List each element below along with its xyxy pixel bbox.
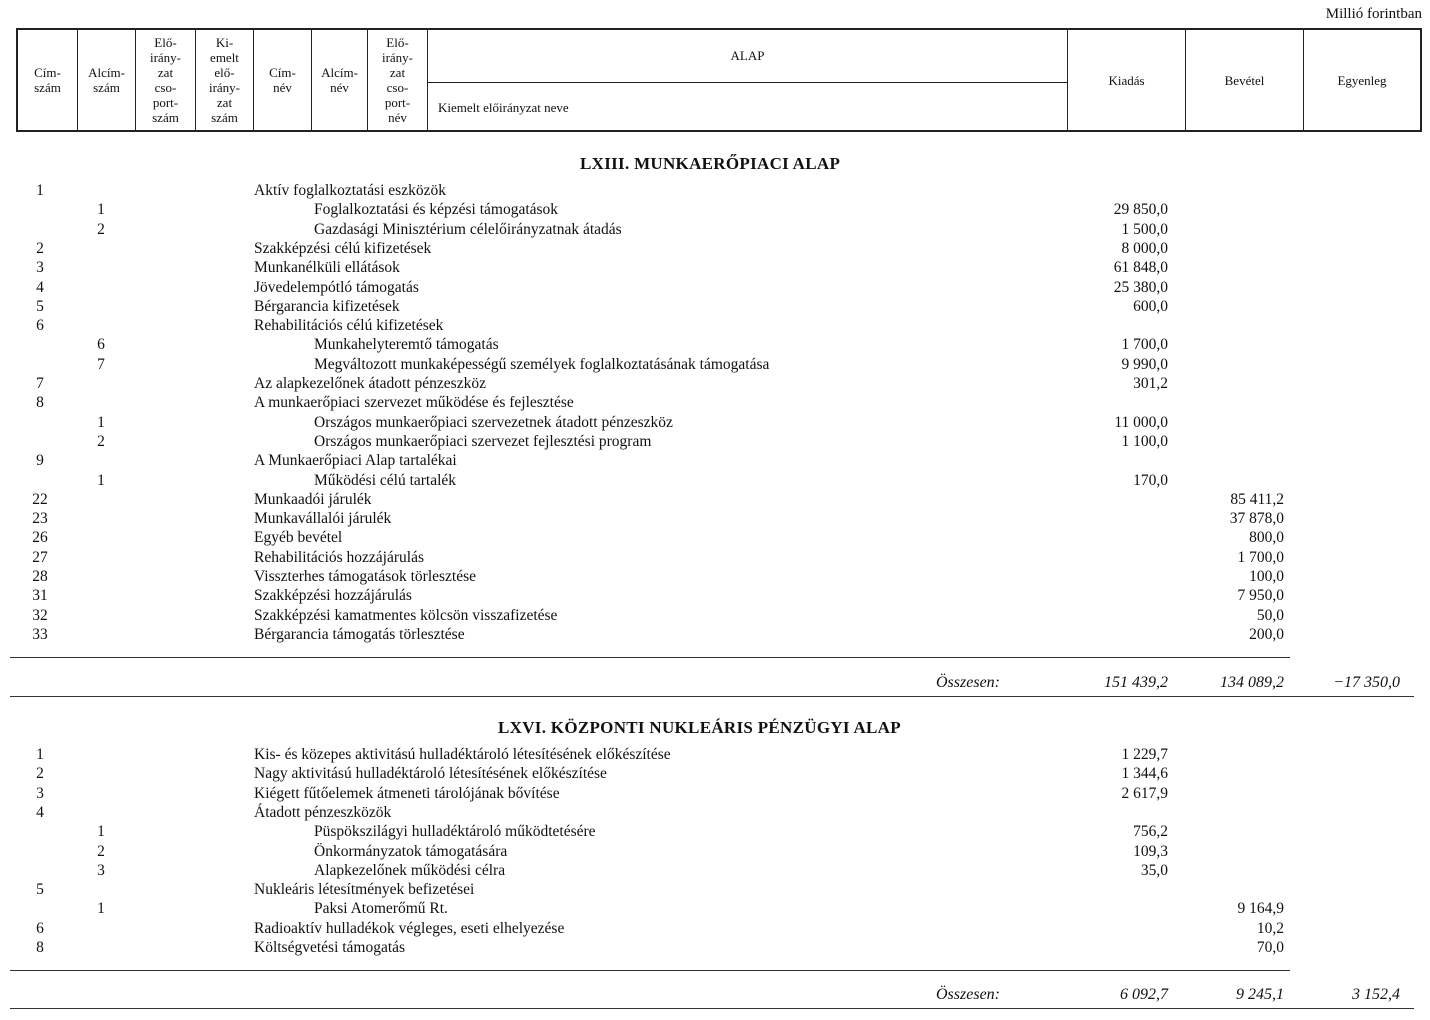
- table-row: [0, 414, 1430, 434]
- bevetel-value: 9 164,9: [1237, 900, 1284, 918]
- header-eloiranyzat-csoport-nev: Elő- irány- zat cso- port- név: [368, 30, 428, 130]
- section-title: LXIII. MUNKAERŐPIACI ALAP: [580, 154, 841, 173]
- bevetel-value: 37 878,0: [1229, 510, 1284, 528]
- bevetel-value: 50,0: [1256, 606, 1284, 624]
- alcim-number: 6: [97, 336, 105, 354]
- alcim-number: 1: [97, 823, 105, 841]
- kiadas-value: 170,0: [1133, 471, 1168, 489]
- cim-number: 27: [32, 548, 48, 566]
- row-name: A munkaerőpiaci szervezet működése és fejlesztése: [254, 394, 574, 412]
- table-row: [0, 510, 1430, 530]
- total-bevetel: 134 089,2: [1220, 674, 1284, 691]
- table-row: [0, 587, 1430, 607]
- row-name: Működési célú tartalék: [314, 471, 457, 489]
- bevetel-value: 10,2: [1256, 919, 1284, 937]
- total-label: Összesen:: [936, 674, 1000, 691]
- table-row: [0, 433, 1430, 453]
- table-row: [0, 568, 1430, 588]
- table-row: [0, 804, 1430, 824]
- header-alcim-szam: Alcím- szám: [78, 30, 136, 130]
- table-row: [0, 182, 1430, 202]
- header-egyenleg: Egyenleg: [1337, 72, 1387, 88]
- kiadas-value: 8 000,0: [1121, 239, 1168, 257]
- cim-number: 3: [36, 784, 44, 802]
- cim-number: 32: [32, 606, 48, 624]
- header-kiemelt-szam: Ki- emelt elő- irány- zat szám: [196, 30, 254, 130]
- cim-number: 26: [32, 529, 48, 547]
- alcim-number: 2: [97, 432, 105, 450]
- table-row: [0, 356, 1430, 376]
- kiadas-value: 11 000,0: [1114, 413, 1168, 431]
- kiadas-value: 301,2: [1133, 375, 1168, 392]
- cim-number: 4: [36, 803, 44, 821]
- table-row: [0, 746, 1430, 766]
- table-row: [0, 607, 1430, 627]
- row-name: Nukleáris létesítmények befizetései: [254, 881, 475, 899]
- bevetel-value: 70,0: [1256, 939, 1284, 956]
- total-bevetel: 9 245,1: [1236, 986, 1284, 1003]
- table-row: [0, 843, 1430, 863]
- table-row: [0, 529, 1430, 549]
- cim-number: 4: [36, 278, 44, 296]
- section-divider: [10, 657, 1290, 658]
- kiadas-value: 9 990,0: [1121, 355, 1168, 373]
- table-row: [0, 785, 1430, 805]
- alcim-number: 7: [97, 355, 105, 373]
- table-row: [0, 881, 1430, 901]
- row-name: Kiégett fűtőelemek átmeneti tárolójának bővítése: [254, 784, 560, 802]
- row-name: Szakképzési kamatmentes kölcsön visszafizetése: [254, 606, 558, 624]
- header-alap: [428, 30, 1068, 130]
- header-kiemelt-nev: Kiemelt előirányzat neve: [438, 100, 569, 115]
- kiadas-value: 1 100,0: [1121, 432, 1168, 450]
- header-eloiranyzat-csoport-szam: Elő- irány- zat cso- port- szám: [136, 30, 196, 130]
- alcim-number: 1: [97, 201, 105, 219]
- cim-number: 5: [36, 297, 44, 315]
- total-egyenleg: 3 152,4: [1352, 986, 1400, 1003]
- cim-number: 9: [36, 452, 44, 470]
- cim-number: 31: [32, 587, 48, 605]
- kiadas-value: 1 700,0: [1121, 336, 1168, 354]
- table-row: [0, 336, 1430, 356]
- header-cim-szam: Cím- szám: [18, 30, 78, 130]
- table-row: [0, 240, 1430, 260]
- cim-number: 22: [32, 490, 48, 508]
- table-row: [0, 394, 1430, 414]
- alcim-number: 1: [97, 413, 105, 431]
- total-label: Összesen:: [936, 986, 1000, 1003]
- row-name: Aktív foglalkoztatási eszközök: [254, 182, 446, 199]
- cim-number: 7: [36, 375, 44, 392]
- kiadas-value: 35,0: [1140, 861, 1168, 879]
- table-row: [0, 298, 1430, 318]
- table-row: [0, 920, 1430, 940]
- row-name: Gazdasági Minisztérium célelőirányzatnak átadás: [314, 220, 622, 238]
- table-row: [0, 221, 1430, 241]
- bevetel-value: 7 950,0: [1237, 587, 1284, 605]
- cim-number: 6: [36, 919, 44, 937]
- row-name: Bérgarancia kifizetések: [254, 297, 400, 315]
- row-name: Szakképzési célú kifizetések: [254, 239, 432, 257]
- header-kiadas: Kiadás: [1068, 30, 1186, 130]
- bevetel-value: 100,0: [1249, 568, 1284, 585]
- cim-number: 6: [36, 317, 44, 335]
- alcim-number: 2: [97, 842, 105, 860]
- kiadas-value: 756,2: [1133, 823, 1168, 841]
- row-name: Radioaktív hulladékok végleges, eseti elhelyezése: [254, 919, 565, 937]
- row-name: Visszterhes támogatások törlesztése: [254, 568, 477, 585]
- row-name: Szakképzési hozzájárulás: [254, 587, 412, 605]
- table-row: [0, 317, 1430, 337]
- row-name: Rehabilitációs célú kifizetések: [254, 317, 444, 335]
- header-alap-title: ALAP: [428, 30, 1067, 83]
- table-row: [0, 626, 1430, 646]
- section-divider: [10, 970, 1290, 971]
- row-name: Munkahelyteremtő támogatás: [314, 336, 499, 354]
- alcim-number: 3: [97, 861, 105, 879]
- kiadas-value: 2 617,9: [1121, 784, 1168, 802]
- total-divider: [10, 696, 1414, 697]
- row-name: Rehabilitációs hozzájárulás: [254, 548, 425, 566]
- header-alcim-nev: Alcím- név: [312, 30, 368, 130]
- row-name: Foglalkoztatási és képzési támogatások: [314, 201, 559, 219]
- cim-number: 5: [36, 881, 44, 899]
- alcim-number: 2: [97, 220, 105, 238]
- row-name: A Munkaerőpiaci Alap tartalékai: [254, 452, 457, 470]
- cim-number: 33: [32, 625, 48, 643]
- cim-number: 8: [36, 394, 44, 412]
- cim-number: 23: [32, 510, 48, 528]
- kiadas-value: 25 380,0: [1113, 278, 1168, 296]
- unit-note: Millió forintban: [1325, 6, 1422, 22]
- total-row: [0, 986, 1430, 1008]
- total-kiadas: 6 092,7: [1120, 986, 1168, 1003]
- cim-number: 3: [36, 259, 44, 277]
- total-kiadas: 151 439,2: [1104, 674, 1168, 691]
- table-row: [0, 201, 1430, 221]
- section-title: LXVI. KÖZPONTI NUKLEÁRIS PÉNZÜGYI ALAP: [498, 718, 901, 737]
- row-name: Megváltozott munkaképességű személyek foglalkoztatásának támogatása: [314, 355, 770, 373]
- row-name: Az alapkezelőnek átadott pénzeszköz: [254, 375, 486, 392]
- row-name: Munkavállalói járulék: [254, 510, 392, 528]
- cim-number: 2: [36, 239, 44, 257]
- row-name: Munkanélküli ellátások: [254, 259, 400, 277]
- table-row: [0, 279, 1430, 299]
- table-row: [0, 375, 1430, 395]
- alcim-number: 1: [97, 471, 105, 489]
- cim-number: 28: [32, 568, 48, 585]
- row-name: Nagy aktivitású hulladéktároló létesítésének előkészítése: [254, 765, 607, 783]
- kiadas-value: 600,0: [1133, 297, 1168, 315]
- kiadas-value: 61 848,0: [1113, 259, 1168, 277]
- table-row: [0, 900, 1430, 920]
- table-row: [0, 549, 1430, 569]
- total-divider: [10, 1008, 1414, 1009]
- table-row: [0, 259, 1430, 279]
- cim-number: 1: [36, 182, 44, 199]
- header-cim-nev: Cím- név: [254, 30, 312, 130]
- alcim-number: 1: [97, 900, 105, 918]
- table-row: [0, 452, 1430, 472]
- bevetel-value: 800,0: [1249, 529, 1284, 547]
- row-name: Jövedelempótló támogatás: [254, 278, 419, 296]
- bevetel-value: 200,0: [1249, 625, 1284, 643]
- table-row: [0, 491, 1430, 511]
- cim-number: 8: [36, 939, 44, 956]
- row-name: Költségvetési támogatás: [254, 939, 406, 956]
- kiadas-value: 1 229,7: [1121, 746, 1168, 763]
- row-name: Püspökszilágyi hulladéktároló működtetésére: [314, 823, 596, 841]
- row-name: Bérgarancia támogatás törlesztése: [254, 625, 465, 643]
- kiadas-value: 109,3: [1133, 842, 1168, 860]
- row-name: Országos munkaerőpiaci szervezetnek átadott pénzeszköz: [314, 413, 673, 431]
- row-name: Egyéb bevétel: [254, 529, 343, 547]
- kiadas-value: 1 344,6: [1121, 765, 1168, 783]
- total-egyenleg: −17 350,0: [1333, 674, 1400, 691]
- table-row: [0, 939, 1430, 959]
- kiadas-value: 29 850,0: [1113, 201, 1168, 219]
- table-row: [0, 823, 1430, 843]
- row-name: Önkormányzatok támogatására: [314, 842, 508, 860]
- kiadas-value: 1 500,0: [1121, 220, 1168, 238]
- row-name: Paksi Atomerőmű Rt.: [314, 900, 448, 918]
- row-name: Alapkezelőnek működési célra: [314, 861, 506, 879]
- table-row: [0, 765, 1430, 785]
- bevetel-value: 85 411,2: [1230, 490, 1284, 508]
- cim-number: 2: [36, 765, 44, 783]
- table-row: [0, 862, 1430, 882]
- cim-number: 1: [36, 746, 44, 763]
- bevetel-value: 1 700,0: [1237, 548, 1284, 566]
- row-name: Munkaadói járulék: [254, 490, 372, 508]
- row-name: Országos munkaerőpiaci szervezet fejlesztési program: [314, 432, 652, 450]
- table-row: [0, 472, 1430, 492]
- total-row: [0, 674, 1430, 696]
- header-bevetel: Bevétel: [1186, 30, 1304, 130]
- row-name: Átadott pénzeszközök: [254, 803, 392, 821]
- table-header: [16, 28, 1422, 132]
- row-name: Kis- és közepes aktivitású hulladéktároló létesítésének előkészítése: [254, 746, 671, 763]
